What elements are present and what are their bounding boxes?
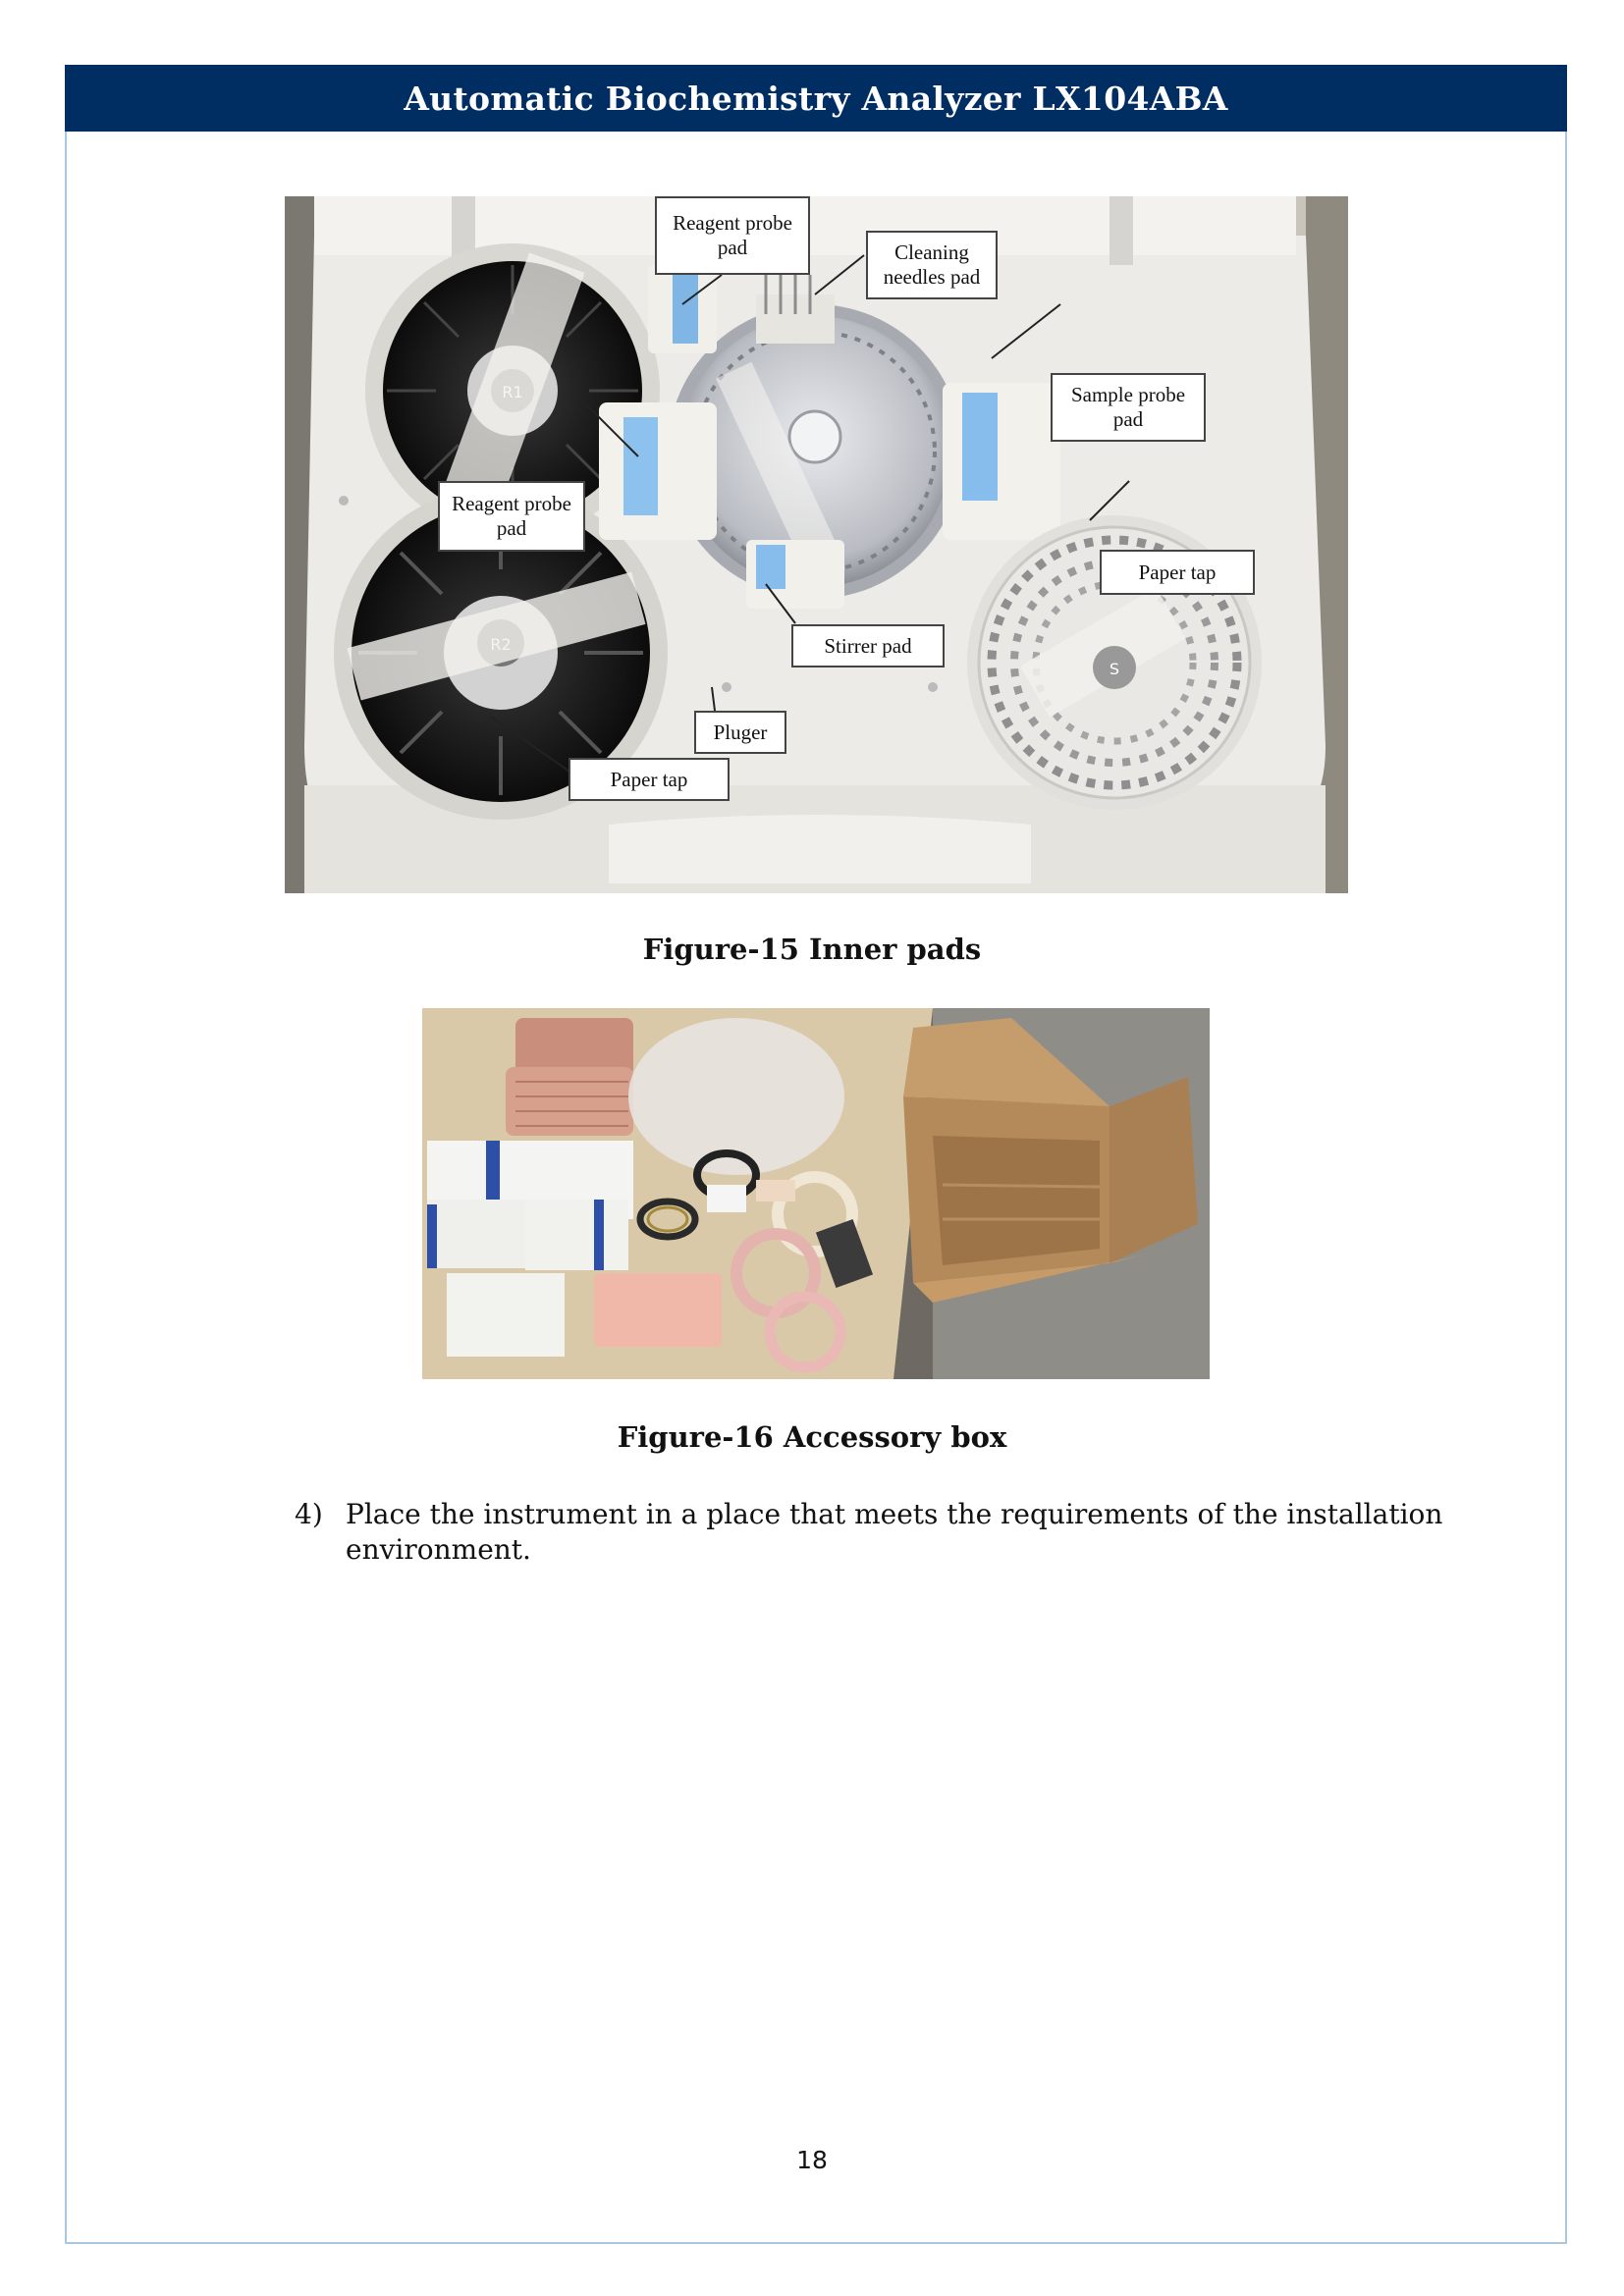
label-pluger: Pluger <box>694 711 786 754</box>
accessory-box-illustration <box>422 1008 1210 1379</box>
label-paper-tap-right: Paper tap <box>1100 550 1255 595</box>
header-bar <box>65 65 1567 132</box>
list-item-marker: 4) <box>295 1498 323 1530</box>
label-stirrer-pad: Stirrer pad <box>791 624 945 667</box>
list-item-text: Place the instrument in a place that meets the requirements of the installation environment. <box>346 1498 1443 1566</box>
label-reagent-probe-pad-top: Reagent probe pad <box>655 196 810 275</box>
document-title: Automatic Biochemistry Analyzer LX104ABA <box>404 79 1228 118</box>
label-cleaning-needles-pad: Cleaning needles pad <box>866 231 998 299</box>
figure-16-caption: Figure-16 Accessory box <box>617 1420 1007 1454</box>
figure-15-photo <box>285 196 1348 893</box>
label-reagent-probe-pad-left: Reagent probe pad <box>438 481 585 552</box>
label-paper-tap-bottom: Paper tap <box>568 758 730 801</box>
figure-16-photo <box>422 1008 1210 1379</box>
figure-15-caption: Figure-15 Inner pads <box>642 933 982 966</box>
page-number: 18 <box>796 2146 828 2174</box>
tray-mark-s: S <box>1109 660 1120 678</box>
label-sample-probe-pad: Sample probe pad <box>1051 373 1206 442</box>
